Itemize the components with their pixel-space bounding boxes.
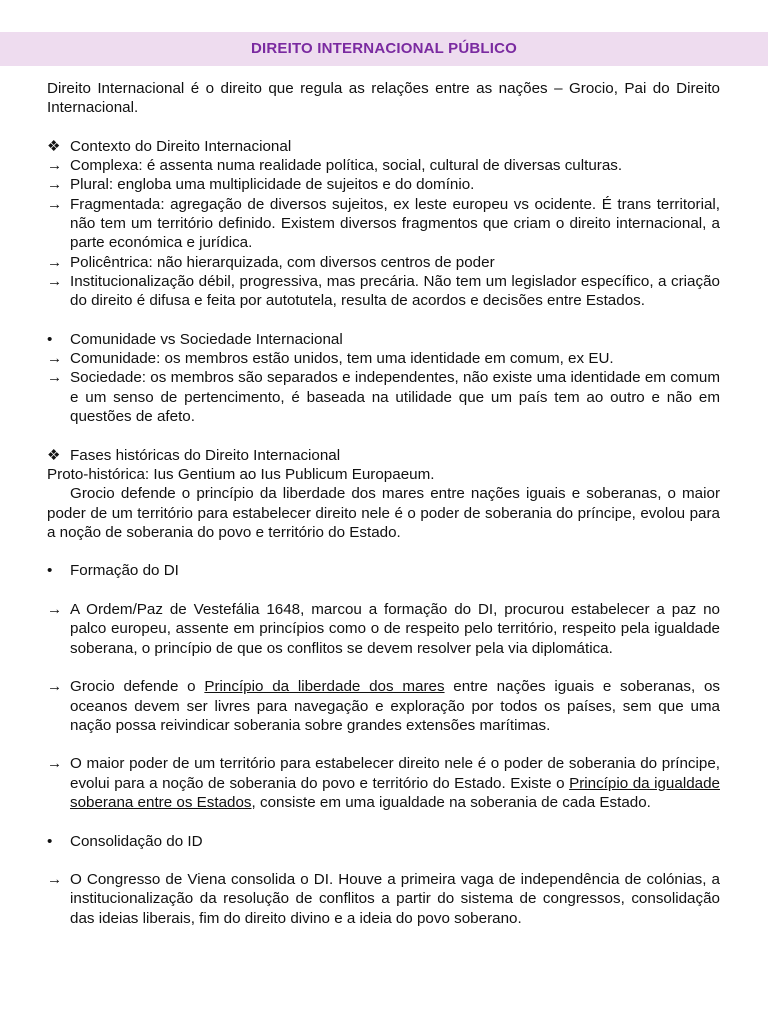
diamond-bullet-icon: ❖ — [47, 137, 61, 155]
underlined-term: Princípio da liberdade dos mares — [204, 678, 445, 696]
list-item: → Fragmentada: agregação de diversos sujeitos, ex leste europeu vs ocidente. É trans territorial, não tem um território definido. Existem diversos fragmentos que criam o direito internacional, a parte económica e jurídica. — [47, 195, 720, 252]
list-item: → Policêntrica: não hierarquizada, com diversos centros de poder — [47, 253, 495, 271]
proto-historica-line: Proto-histórica: Ius Gentium ao Ius Publicum Europaeum. — [47, 465, 435, 483]
list-item: → Grocio defende o Princípio da liberdade dos mares entre nações iguais e soberanas, os oceanos devem ser livres para navegação e exploração por todos os países, sem que uma nação possa reivindicar soberania sobre grandes extensões marítimas. — [47, 678, 720, 734]
arrow-icon: → — [47, 176, 63, 194]
arrow-icon: → — [47, 272, 63, 290]
list-item: → Institucionalização débil, progressiva, mas precária. Não tem um legislador específico, a criação do direito é difusa e feita por autotutela, resulta de acordos e decisões entre Estados. — [47, 272, 720, 310]
bullet-icon: • — [47, 330, 53, 348]
section-heading: ❖ Fases históricas do Direito Internacional — [47, 446, 341, 464]
diamond-bullet-icon: ❖ — [47, 446, 61, 464]
list-item: → O maior poder de um território para estabelecer direito nele é o poder de soberania do príncipe, evolui para a noção de soberania do povo e território do Estado. Existe o Princípio da igualdade soberana entre os Estados, consiste em uma igualdade na soberania de cada Estado. — [47, 755, 720, 811]
list-item: → A Ordem/Paz de Vestefália 1648, marcou a formação do DI, procurou estabelecer a paz no palco europeu, assente em princípios como o de respeito pelo território, respeito pela igualdade soberana, o princípio de que os conflitos se devem resolver pela via diplomática. — [47, 601, 720, 657]
section-heading: • Consolidação do ID — [47, 832, 203, 850]
arrow-icon: → — [47, 601, 63, 619]
grocio-paragraph: Grocio defende o princípio da liberdade dos mares entre nações iguais e soberanas, o maior poder de um território para estabelecer direito nele é o poder de soberania do príncipe, evolou para a noção de soberania do povo e território do Estado. — [47, 485, 720, 541]
arrow-icon: → — [47, 253, 63, 271]
arrow-icon: → — [47, 755, 63, 773]
section-heading: ❖ Contexto do Direito Internacional — [47, 137, 292, 155]
arrow-icon: → — [47, 350, 63, 368]
intro-paragraph: Direito Internacional é o direito que regula as relações entre as nações – Grocio, Pai do Direito Internacional. — [47, 80, 720, 117]
list-item: → Comunidade: os membros estão unidos, tem uma identidade em comum, ex EU. — [47, 350, 614, 368]
arrow-icon: → — [47, 195, 63, 213]
arrow-icon: → — [47, 871, 63, 889]
bullet-icon: • — [47, 832, 53, 850]
bullet-icon: • — [47, 562, 53, 580]
list-item: → Plural: engloba uma multiplicidade de sujeitos e do domínio. — [47, 176, 475, 194]
section-heading: • Formação do DI — [47, 562, 179, 580]
arrow-icon: → — [47, 157, 63, 175]
arrow-icon: → — [47, 678, 63, 696]
list-item: → O Congresso de Viena consolida o DI. Houve a primeira vaga de independência de colónias, a institucionalização da resolução de conflitos a partir do sistema de congressos, consolidação das ideias liberais, fim do direito divino e a ideia do povo soberano. — [47, 871, 720, 927]
document-body — [47, 79, 720, 928]
arrow-icon: → — [47, 369, 63, 387]
title-band — [0, 32, 768, 66]
list-item: → Sociedade: os membros são separados e independentes, não existe uma identidade em comum e um senso de pertencimento, é baseada na utilidade que um país tem ao outro e não em questões de afeto. — [47, 369, 720, 426]
underlined-term: Princípio da igualdade soberana entre os Estados — [70, 774, 720, 811]
page-title: DIREITO INTERNACIONAL PÚBLICO — [250, 40, 518, 58]
list-item: → Complexa: é assenta numa realidade política, social, cultural de diversas culturas. — [47, 157, 623, 175]
section-heading: • Comunidade vs Sociedade Internacional — [47, 330, 343, 348]
